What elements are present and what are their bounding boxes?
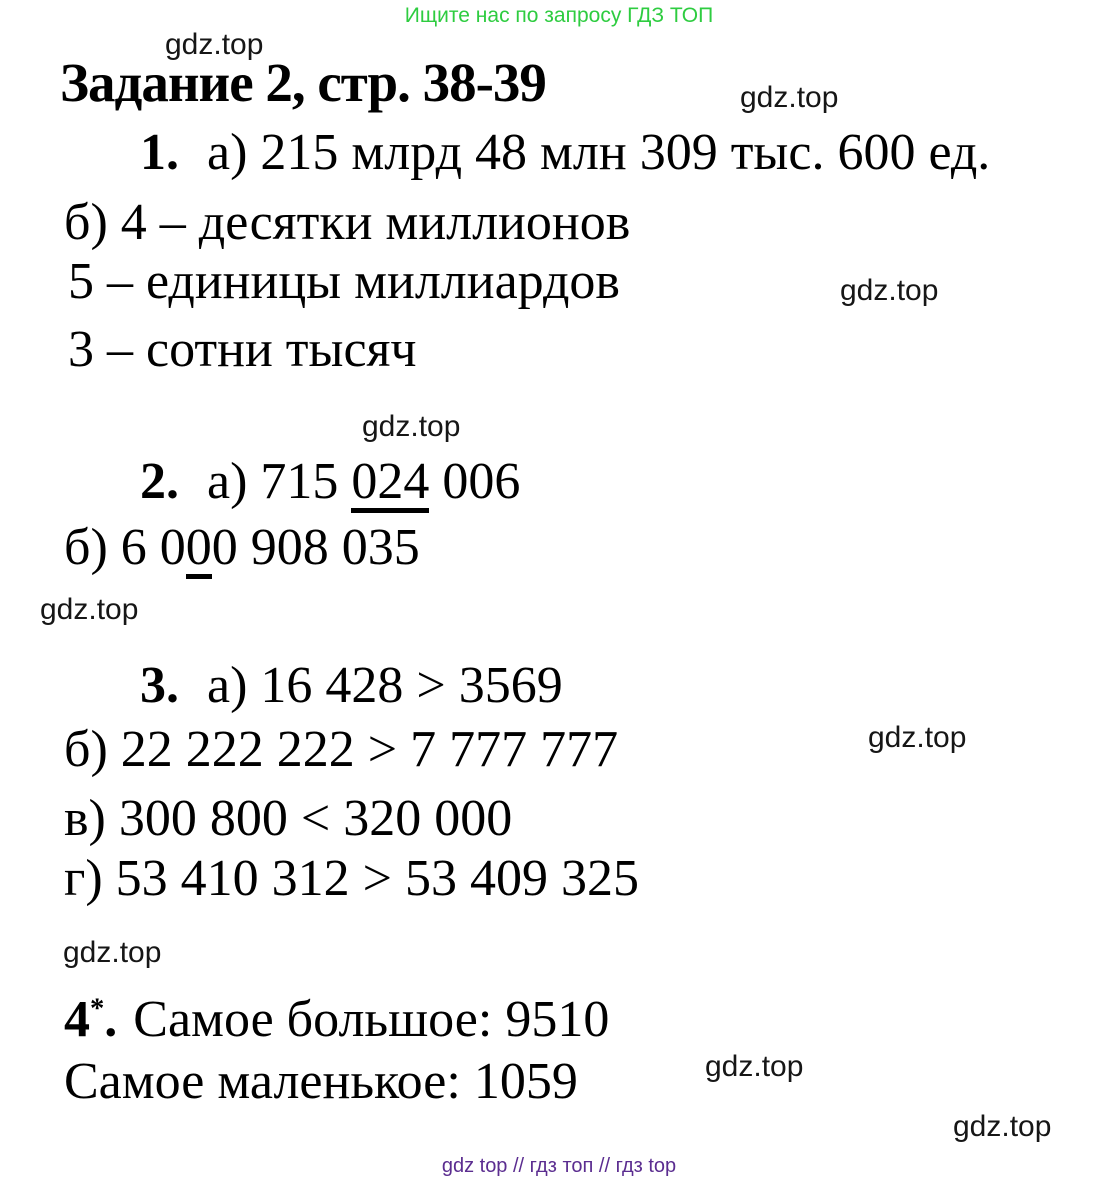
gdz-watermark: gdz.top bbox=[165, 28, 264, 61]
gdz-watermark: gdz.top bbox=[840, 274, 939, 307]
task1-line-c: 5 – единицы миллиардов bbox=[68, 253, 620, 310]
task4-separator: . bbox=[104, 991, 118, 1048]
task4-line-b: Самое маленькое: 1059 bbox=[64, 1053, 578, 1110]
task3-answer-a: а) 16 428 > 3569 bbox=[207, 657, 563, 714]
task1-line-d: 3 – сотни тысяч bbox=[68, 321, 417, 378]
task3-line-a bbox=[140, 657, 563, 714]
promo-banner: Ищите нас по запросу ГДЗ ТОП bbox=[404, 4, 714, 27]
gdz-watermark: gdz.top bbox=[63, 936, 162, 969]
gdz-watermark: gdz.top bbox=[868, 721, 967, 754]
task3-line-c: в) 300 800 < 320 000 bbox=[64, 790, 513, 847]
task2-answer-b-prefix: б) 6 0 bbox=[64, 519, 186, 576]
task2-number: 2. bbox=[140, 453, 179, 510]
task4-asterisk: * bbox=[90, 993, 105, 1025]
task2-underlined-digits: 024 bbox=[351, 456, 429, 513]
gdz-watermark: gdz.top bbox=[705, 1050, 804, 1083]
task4-line-a bbox=[64, 991, 610, 1048]
task4-number: 4*. bbox=[64, 991, 118, 1048]
gdz-watermark: gdz.top bbox=[953, 1110, 1052, 1143]
task4-answer-a: Самое большое: 9510 bbox=[133, 991, 610, 1048]
task2-underlined-digit: 0 bbox=[186, 522, 212, 579]
gdz-watermark: gdz.top bbox=[40, 593, 139, 626]
task3-line-b: б) 22 222 222 > 7 777 777 bbox=[64, 721, 619, 778]
task1-line-b: б) 4 – десятки миллионов bbox=[64, 194, 631, 251]
gdz-watermark: gdz.top bbox=[740, 81, 839, 114]
task1-number: 1. bbox=[140, 124, 179, 181]
task2-answer-a-prefix: а) 715 bbox=[207, 453, 352, 510]
task1-answer-a: а) 215 млрд 48 млн 309 тыс. 600 ед. bbox=[207, 124, 991, 181]
task3-number: 3. bbox=[140, 657, 179, 714]
task1-line-a bbox=[140, 124, 991, 181]
task2-line-a bbox=[140, 453, 521, 513]
task2-answer-b-suffix: 0 908 035 bbox=[211, 519, 420, 576]
task3-line-d: г) 53 410 312 > 53 409 325 bbox=[64, 850, 639, 907]
task2-answer-a-suffix: 006 bbox=[429, 453, 521, 510]
page-title: Задание 2, стр. 38-39 bbox=[60, 52, 546, 113]
footer-text: gdz top // гдз топ // гдз top bbox=[441, 1155, 677, 1177]
gdz-watermark: gdz.top bbox=[362, 410, 461, 443]
task2-line-b bbox=[64, 519, 420, 579]
